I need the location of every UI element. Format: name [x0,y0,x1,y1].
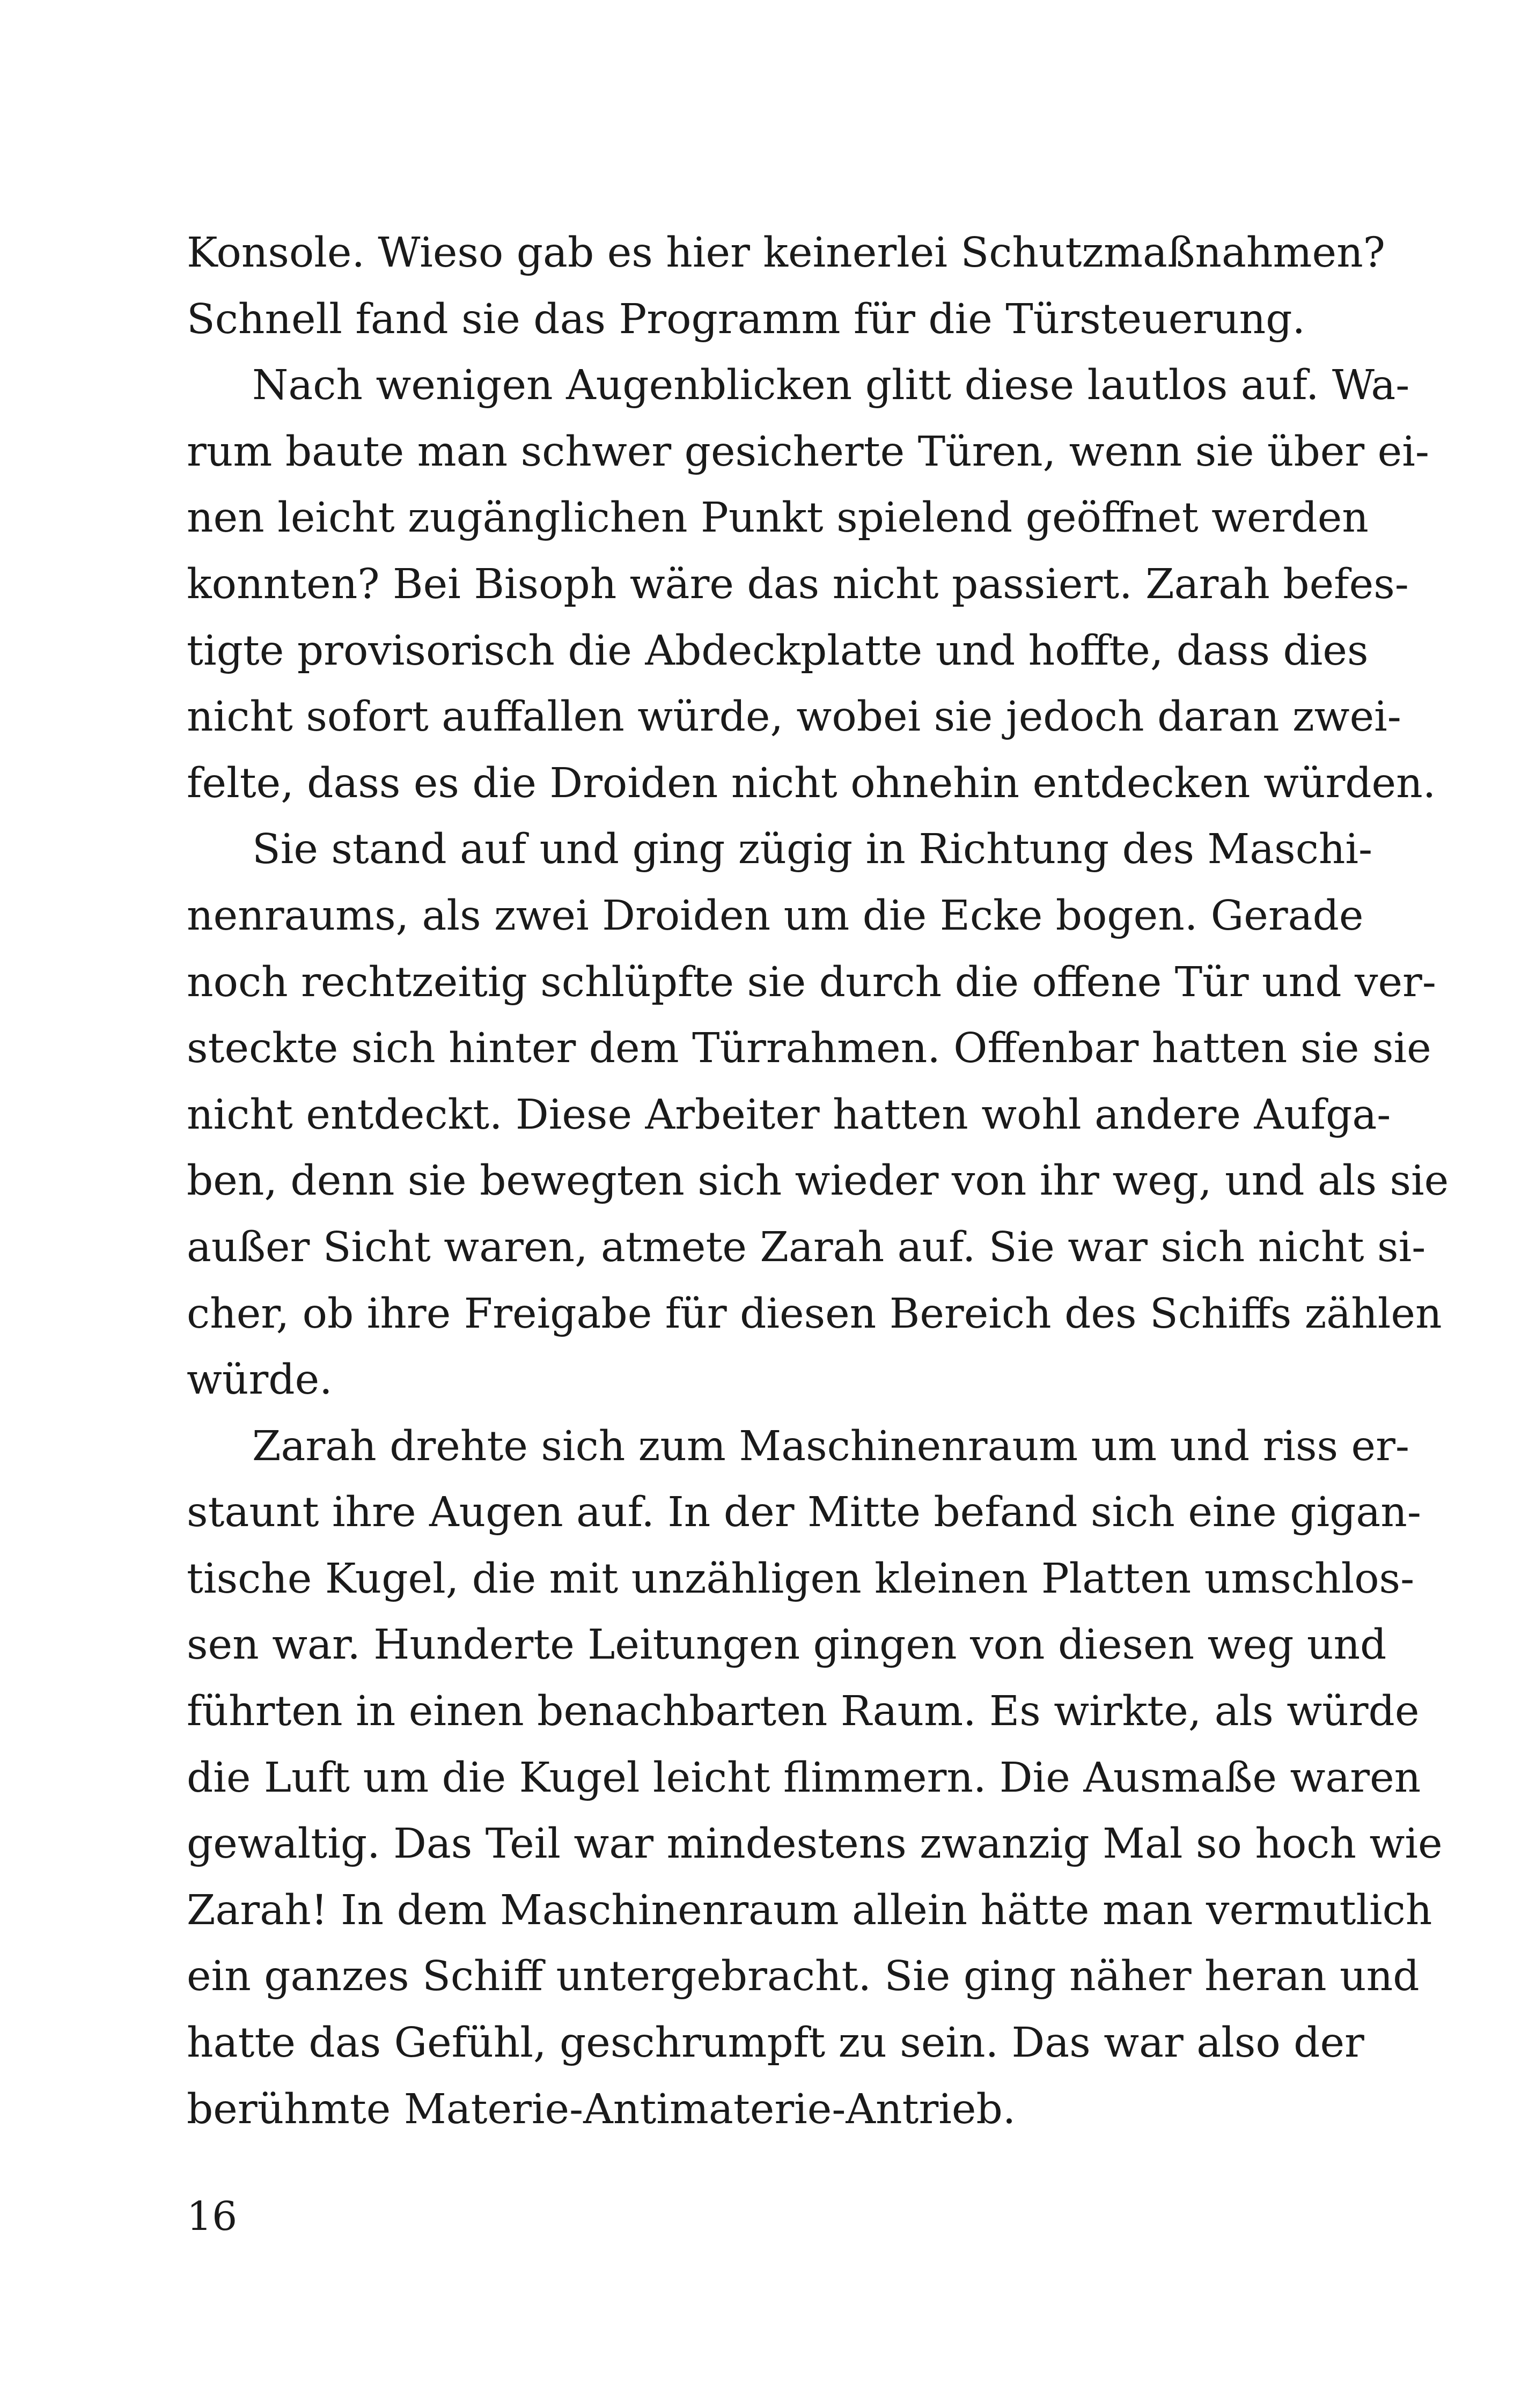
text-line: Nach wenigen Augenblicken glitt diese lautlos auf. Wa- [252,362,1410,410]
text-line: gewaltig. Das Teil war mindestens zwanzig Mal so hoch wie [187,1820,1443,1868]
text-line: konnten? Bei Bisoph wäre das nicht passiert. Zarah befes- [187,560,1409,608]
text-line: nenraums, als zwei Droiden um die Ecke bogen. Gerade [187,892,1364,940]
text-line: tische Kugel, die mit unzähligen kleinen Platten umschlos- [187,1555,1415,1603]
text-line: berühmte Materie-Antimaterie-Antrieb. [187,2085,1016,2133]
paragraph [187,352,1436,816]
body-text [187,220,1449,2142]
paragraph [187,1413,1443,2143]
text-line: nicht sofort auffallen würde, wobei sie jedoch daran zwei- [187,693,1401,741]
text-line: nicht entdeckt. Diese Arbeiter hatten wohl andere Aufga- [187,1091,1391,1139]
text-line: rum baute man schwer gesicherte Türen, wenn sie über ei- [187,428,1429,476]
text-line: Sie stand auf und ging zügig in Richtung des Maschi- [252,826,1373,874]
page-number: 16 [187,2193,238,2240]
text-line: ben, denn sie bewegten sich wieder von ihr weg, und als sie [187,1157,1449,1205]
paragraph [187,816,1449,1413]
text-line: außer Sicht waren, atmete Zarah auf. Sie war sich nicht si- [187,1223,1426,1271]
text-line: felte, dass es die Droiden nicht ohnehin entdecken würden. [187,759,1436,807]
text-line: Zarah drehte sich zum Maschinenraum um und riss er- [252,1422,1409,1470]
text-line: staunt ihre Augen auf. In der Mitte befand sich eine gigan- [187,1489,1421,1537]
text-line: Zarah! In dem Maschinenraum allein hätte man vermutlich [187,1886,1432,1934]
text-line: Schnell fand sie das Programm für die Türsteuerung. [187,295,1306,343]
text-line: nen leicht zugänglichen Punkt spielend geöffnet werden [187,494,1369,542]
text-line: Konsole. Wieso gab es hier keinerlei Schutzmaßnahmen? [187,229,1385,277]
text-line: steckte sich hinter dem Türrahmen. Offenbar hatten sie sie [187,1025,1431,1073]
text-line: die Luft um die Kugel leicht flimmern. Die Ausmaße waren [187,1754,1421,1802]
text-line: führten in einen benachbarten Raum. Es wirkte, als würde [187,1688,1420,1736]
text-line: noch rechtzeitig schlüpfte sie durch die offene Tür und ver- [187,958,1436,1006]
paragraph [187,220,1385,352]
text-line: hatte das Gefühl, geschrumpft zu sein. Das war also der [187,2019,1364,2067]
text-line: ein ganzes Schiff untergebracht. Sie ging näher heran und [187,1953,1420,2001]
text-line: sen war. Hunderte Leitungen gingen von diesen weg und [187,1621,1387,1669]
text-line: würde. [187,1356,333,1404]
text-line: cher, ob ihre Freigabe für diesen Bereich des Schiffs zählen [187,1290,1442,1338]
text-line: tigte provisorisch die Abdeckplatte und hoffte, dass dies [187,627,1369,675]
